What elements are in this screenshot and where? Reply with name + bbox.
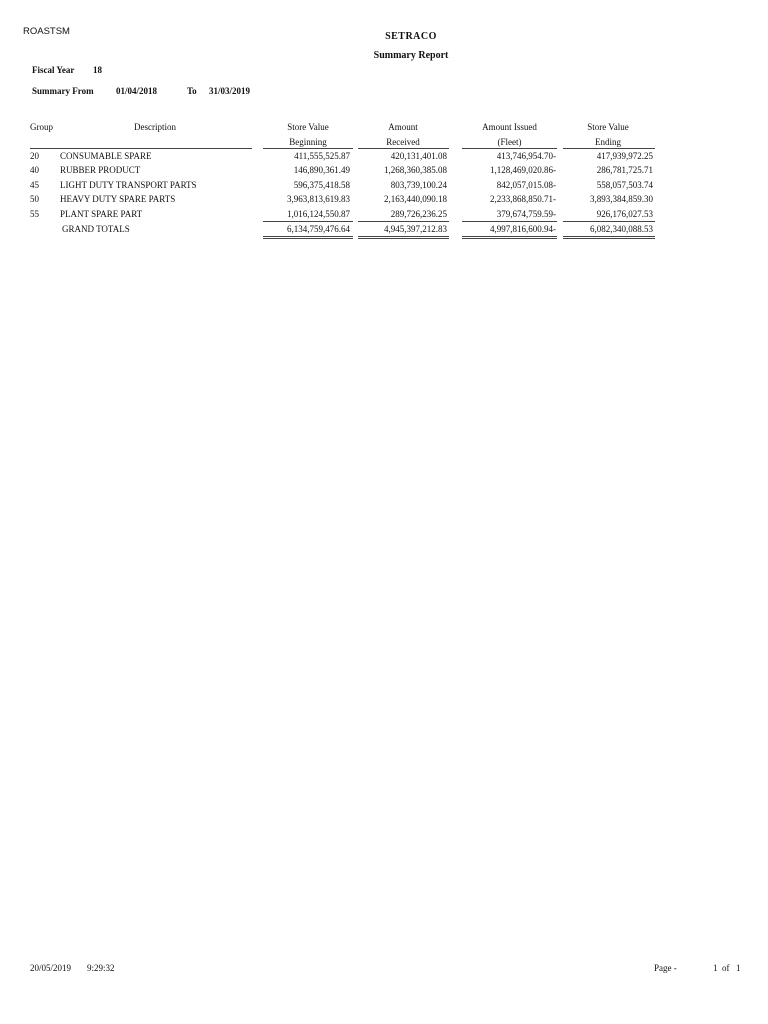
header-rule-received (358, 148, 449, 149)
cell-received: 2,163,440,090.18 (384, 194, 447, 204)
cell-description: PLANT SPARE PART (60, 209, 143, 219)
cell-ending: 558,057,503.74 (596, 180, 653, 190)
cell-beginning: 411,555,525.87 (294, 151, 350, 161)
cell-beginning: 1,016,124,550.87 (287, 209, 350, 219)
col-header-received-1: Amount (388, 122, 418, 132)
totals-rule-beginning (263, 221, 353, 222)
cell-issued: 842,057,015.08- (496, 180, 556, 190)
cell-issued: 413,746,954.70- (496, 151, 556, 161)
footer-time: 9:29:32 (87, 963, 115, 973)
summary-from-value: 01/04/2018 (116, 86, 158, 96)
totals-underline-received-1 (358, 236, 449, 237)
report-id: ROASTSM (23, 26, 70, 37)
company-name: SETRACO (385, 31, 437, 42)
page-total: 1 (736, 963, 741, 973)
report-title: Summary Report (373, 50, 449, 61)
cell-received: 289,726,236.25 (390, 209, 447, 219)
header-rule-beginning (263, 148, 353, 149)
totals-underline-ending-2 (563, 238, 655, 239)
header-rule-ending (563, 148, 655, 149)
col-header-issued-1: Amount Issued (482, 122, 537, 132)
grand-totals-label: GRAND TOTALS (62, 224, 130, 234)
cell-description: LIGHT DUTY TRANSPORT PARTS (60, 180, 197, 190)
cell-ending: 3,893,384,859.30 (590, 194, 653, 204)
totals-underline-issued-1 (462, 236, 557, 237)
cell-received: 803,739,100.24 (390, 180, 447, 190)
col-header-issued-2: (Fleet) (497, 137, 522, 147)
cell-group: 40 (30, 165, 39, 175)
total-received: 4,945,397,212.83 (384, 224, 447, 234)
cell-received: 420,131,401.08 (390, 151, 447, 161)
col-header-beginning-1: Store Value (287, 122, 329, 132)
cell-ending: 926,176,027.53 (596, 209, 653, 219)
summary-to-value: 31/03/2019 (209, 86, 251, 96)
totals-underline-beginning-2 (263, 238, 353, 239)
cell-group: 50 (30, 194, 39, 204)
cell-description: CONSUMABLE SPARE (60, 151, 152, 161)
cell-ending: 286,781,725.71 (596, 165, 653, 175)
total-ending: 6,082,340,088.53 (590, 224, 653, 234)
page-number: 1 (713, 963, 718, 973)
col-header-ending-2: Ending (595, 137, 621, 147)
header-rule-issued (462, 148, 557, 149)
col-header-received-2: Received (386, 137, 420, 147)
cell-description: HEAVY DUTY SPARE PARTS (60, 194, 176, 204)
fiscal-year-value: 18 (93, 65, 102, 75)
cell-description: RUBBER PRODUCT (60, 165, 141, 175)
totals-rule-ending (563, 221, 655, 222)
summary-to-label: To (187, 86, 197, 96)
cell-group: 20 (30, 151, 39, 161)
cell-received: 1,268,360,385.08 (384, 165, 447, 175)
total-beginning: 6,134,759,476.64 (287, 224, 350, 234)
cell-issued: 379,674,759.59- (496, 209, 556, 219)
col-header-group: Group (30, 122, 53, 132)
cell-beginning: 596,375,418.58 (293, 180, 350, 190)
summary-from-label: Summary From (32, 86, 94, 96)
cell-issued: 2,233,868,850.71- (490, 194, 556, 204)
footer-date: 20/05/2019 (30, 963, 72, 973)
header-rule-description (30, 148, 252, 149)
totals-underline-issued-2 (462, 238, 557, 239)
totals-rule-issued (462, 221, 557, 222)
page-of-label: of (722, 963, 730, 973)
cell-issued: 1,128,469,020.86- (490, 165, 556, 175)
totals-underline-received-2 (358, 238, 449, 239)
col-header-ending-1: Store Value (587, 122, 629, 132)
totals-rule-received (358, 221, 449, 222)
total-issued: 4,997,816,600.94- (490, 224, 556, 234)
totals-underline-ending-1 (563, 236, 655, 237)
cell-beginning: 3,963,813,619.83 (287, 194, 350, 204)
cell-group: 55 (30, 209, 39, 219)
totals-underline-beginning-1 (263, 236, 353, 237)
cell-beginning: 146,890,361.49 (293, 165, 350, 175)
col-header-beginning-2: Beginning (289, 137, 327, 147)
cell-group: 45 (30, 180, 39, 190)
cell-ending: 417,939,972.25 (596, 151, 653, 161)
col-header-description: Description (134, 122, 176, 132)
fiscal-year-label: Fiscal Year (32, 65, 75, 75)
page-label: Page - (654, 963, 677, 973)
